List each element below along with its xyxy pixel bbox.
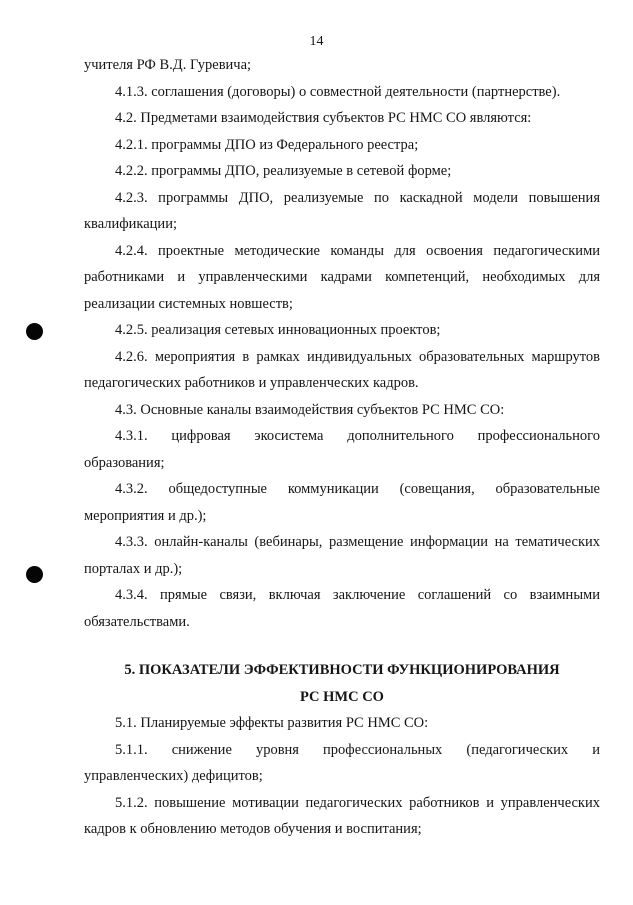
- paragraph: 4.2.4. проектные методические команды для освоения педагогическими работниками и управленческими кадрами компетенций, необходимых для реализации системных новшеств;: [84, 242, 600, 312]
- paragraph: 4.2.5. реализация сетевых инновационных проектов;: [115, 322, 441, 338]
- document-body: [84, 52, 600, 843]
- punch-hole-bottom: [26, 566, 43, 583]
- section-5-heading-line1: 5. ПОКАЗАТЕЛИ ЭФФЕКТИВНОСТИ ФУНКЦИОНИРОВАНИЯ: [124, 662, 560, 678]
- section-5-heading: [84, 657, 600, 710]
- paragraph: 4.1.3. соглашения (договоры) о совместной деятельности (партнерстве).: [115, 83, 561, 100]
- paragraph: 4.2.2. программы ДПО, реализуемые в сетевой форме;: [115, 163, 452, 179]
- paragraph: 5.1.1. снижение уровня профессиональных (педагогических и управленческих) дефицитов;: [84, 741, 600, 784]
- paragraph: 4.2.6. мероприятия в рамках индивидуальных образовательных маршрутов педагогических работников и управленческих кадров.: [84, 348, 600, 391]
- paragraph: 4.3.3. онлайн-каналы (вебинары, размещение информации на тематических порталах и др.);: [84, 534, 600, 577]
- paragraph: 5.1. Планируемые эффекты развития РС НМС СО:: [115, 715, 429, 731]
- paragraph: 4.3.2. общедоступные коммуникации (совещания, образовательные мероприятия и др.);: [84, 481, 600, 524]
- paragraph: 4.2.3. программы ДПО, реализуемые по каскадной модели повышения квалификации;: [84, 189, 600, 232]
- paragraph: 4.3.1. цифровая экосистема дополнительного профессионального образования;: [84, 428, 600, 471]
- paragraph: 4.3. Основные каналы взаимодействия субъектов РС НМС СО:: [115, 401, 505, 418]
- section-5-heading-line2: РС НМС СО: [300, 688, 384, 705]
- paragraph: 4.3.4. прямые связи, включая заключение соглашений со взаимными обязательствами.: [84, 587, 600, 630]
- paragraph: 4.2. Предметами взаимодействия субъектов РС НМС СО являются:: [115, 110, 532, 126]
- punch-hole-top: [26, 323, 43, 340]
- paragraph: 4.2.1. программы ДПО из Федерального реестра;: [115, 136, 419, 153]
- paragraph: 5.1.2. повышение мотивации педагогических работников и управленческих кадров к обновлению методов обучения и воспитания;: [84, 794, 600, 837]
- page-number: 14: [309, 34, 324, 49]
- section-4-paragraphs: [84, 52, 600, 635]
- section-5-paragraphs: [84, 710, 600, 843]
- paragraph: учителя РФ В.Д. Гуревича;: [84, 57, 252, 73]
